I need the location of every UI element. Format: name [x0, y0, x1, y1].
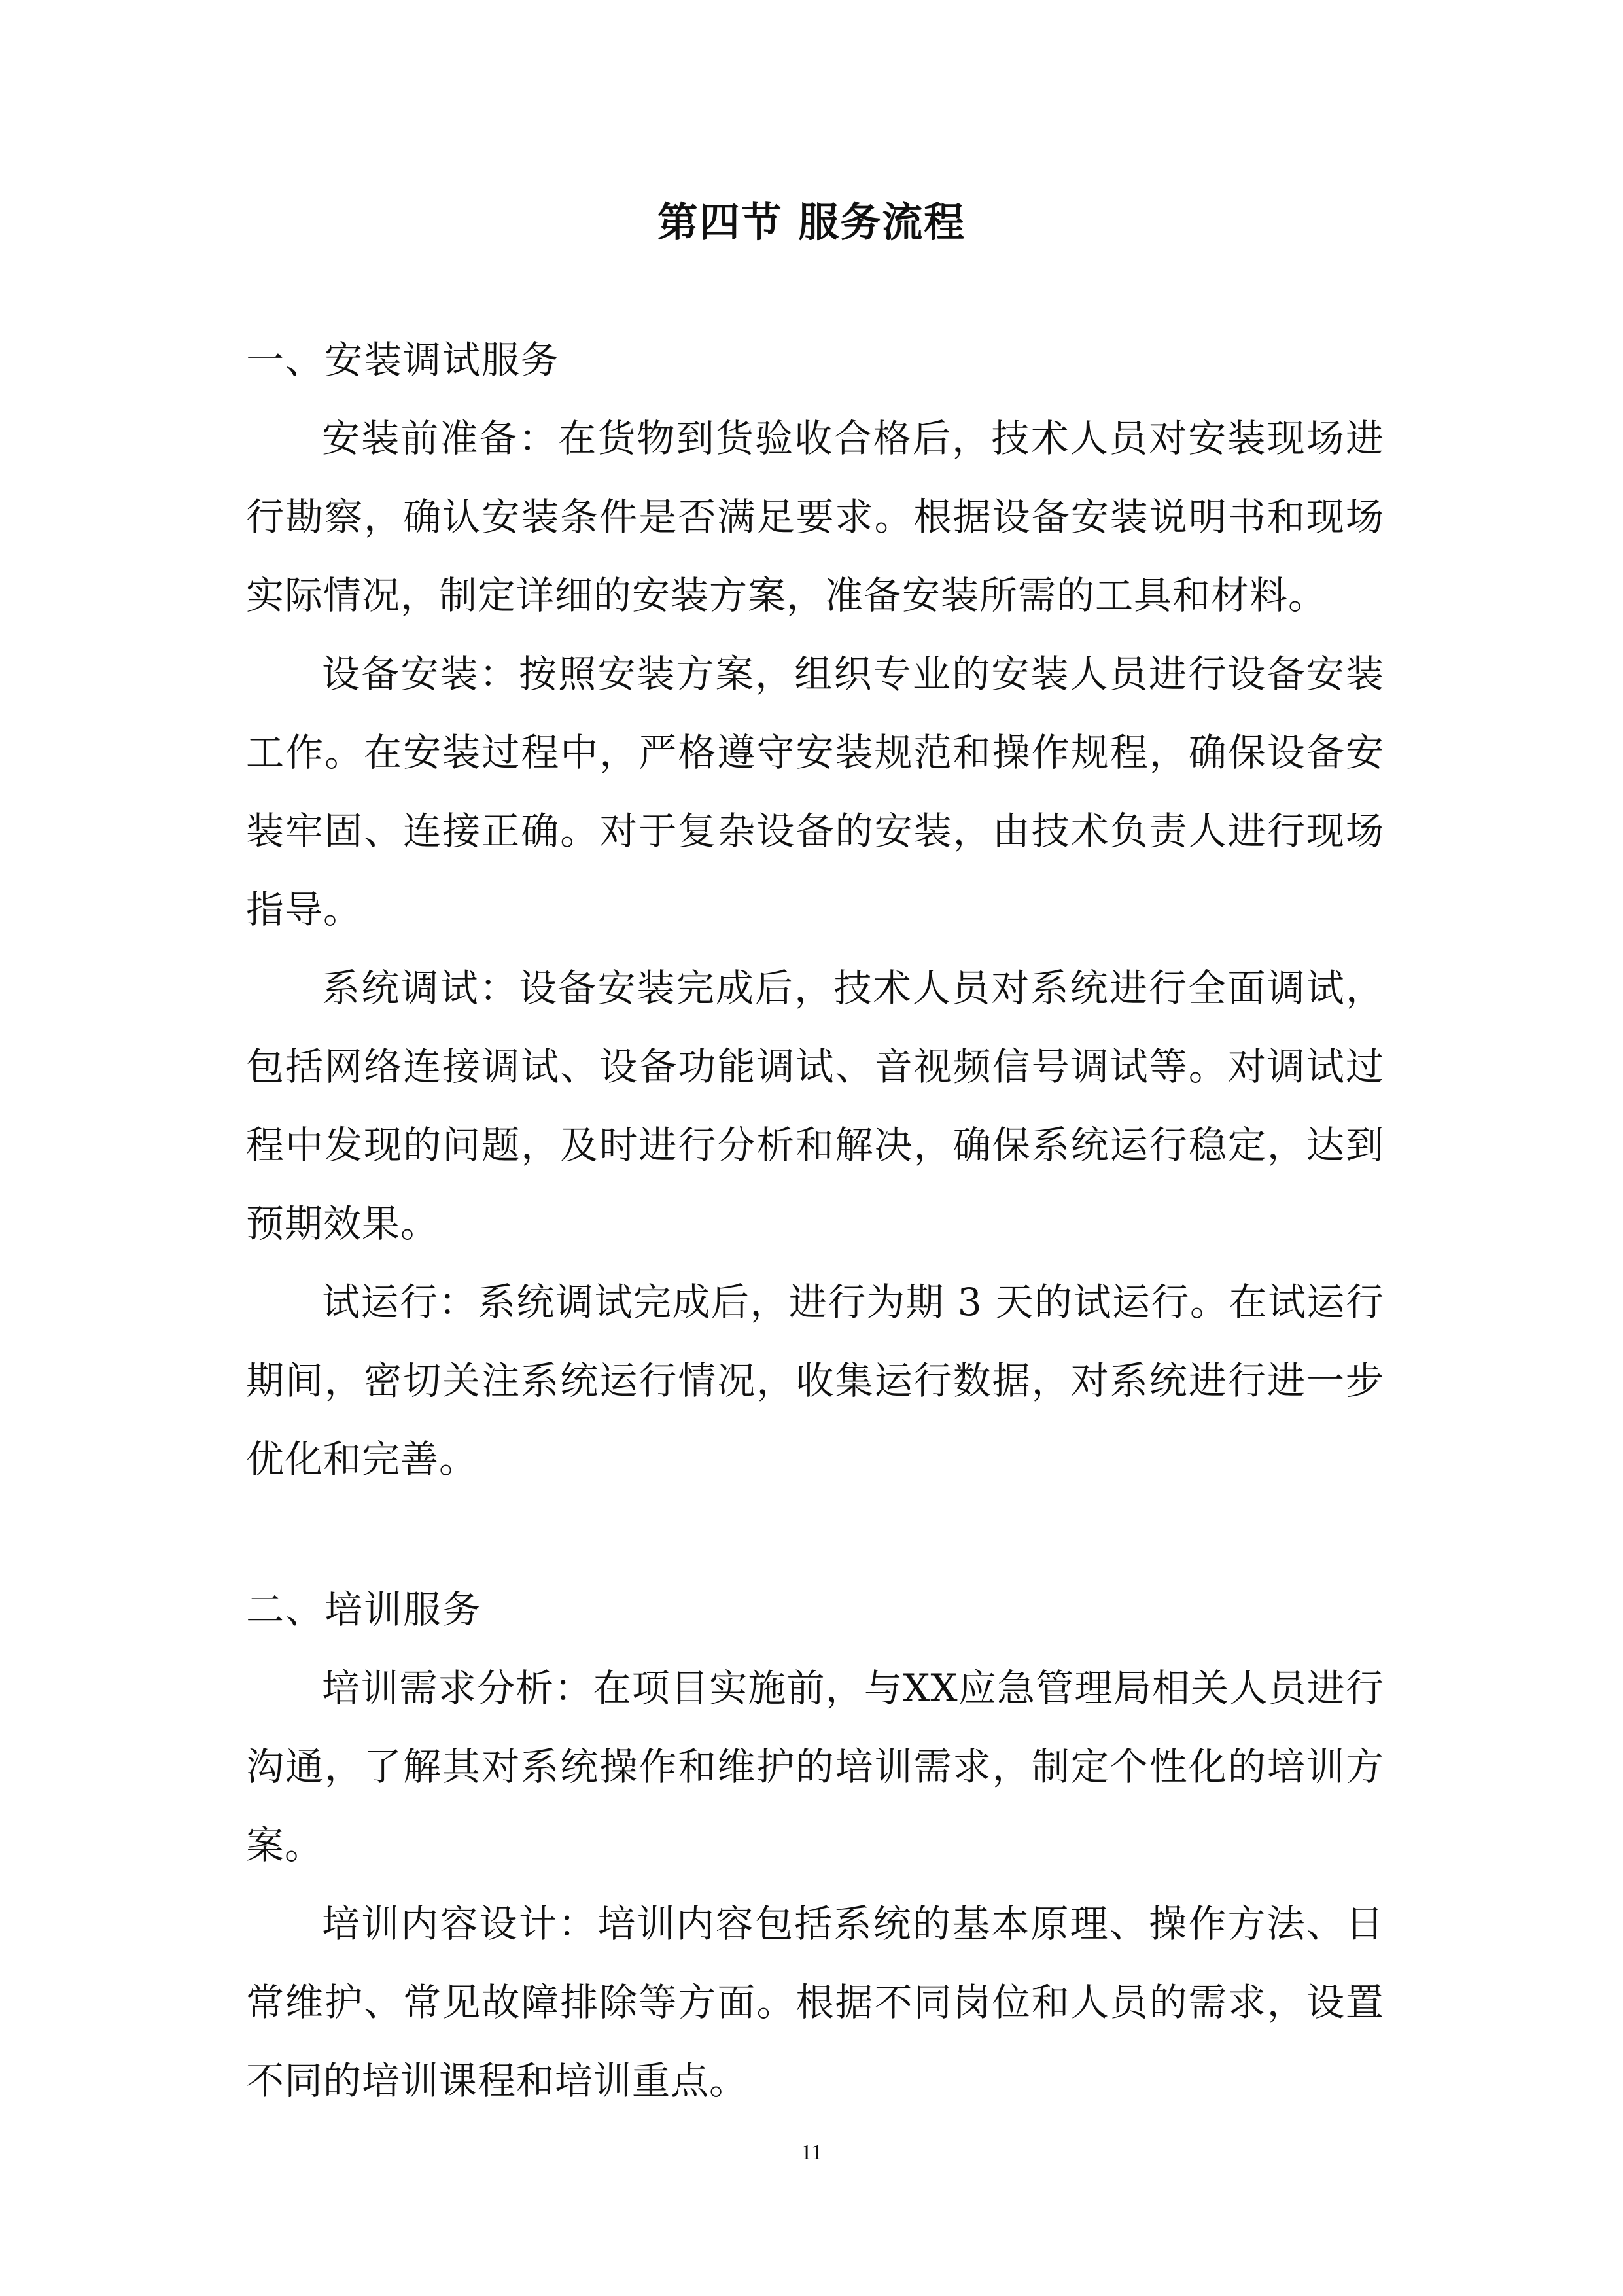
page-title: 第四节 服务流程: [657, 198, 966, 246]
page-content: [246, 321, 1384, 2120]
section-training: [246, 1570, 1384, 2120]
paragraph: 试运行：系统调试完成后，进行为期 3 天的试运行。在试运行期间，密切关注系统运行情况，收集运行数据，对系统进行进一步优化和完善。: [246, 1280, 1384, 1481]
paragraph: 设备安装：按照安装方案，组织专业的安装人员进行设备安装工作。在安装过程中，严格遵守安装规范和操作规程，确保设备安装牢固、连接正确。对于复杂设备的安装，由技术负责人进行现场指导。: [246, 652, 1384, 932]
section-spacer: [246, 1498, 1384, 1570]
paragraph: 培训内容设计：培训内容包括系统的基本原理、操作方法、日常维护、常见故障排除等方面。根据不同岗位和人员的需求，设置不同的培训课程和培训重点。: [246, 1901, 1384, 2103]
page-number: 11: [801, 2140, 822, 2164]
section-installation: [246, 321, 1384, 1498]
section-heading: 一、安装调试服务: [246, 338, 561, 382]
paragraph: 培训需求分析：在项目实施前，与XX应急管理局相关人员进行沟通，了解其对系统操作和维护的培训需求，制定个性化的培训方案。: [246, 1666, 1384, 1867]
paragraph: 系统调试：设备安装完成后，技术人员对系统进行全面调试，包括网络连接调试、设备功能调试、音视频信号调试等。对调试过程中发现的问题，及时进行分析和解决，确保系统运行稳定，达到预期效果。: [246, 966, 1384, 1246]
paragraph: 安装前准备：在货物到货验收合格后，技术人员对安装现场进行勘察，确认安装条件是否满足要求。根据设备安装说明书和现场实际情况，制定详细的安装方案，准备安装所需的工具和材料。: [246, 416, 1384, 618]
section-heading: 二、培训服务: [246, 1587, 482, 1632]
